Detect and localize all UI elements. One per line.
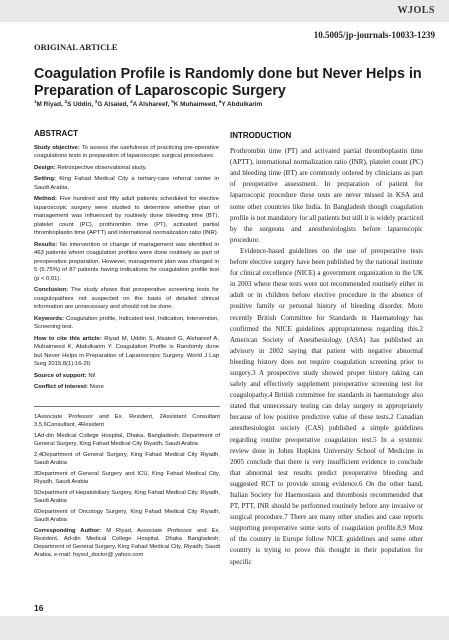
affiliation-5: 5Department of Hepatobiliary Surgery, King Fahad Medical City, Riyadh, Saudi Arabia bbox=[34, 490, 220, 504]
abstract-setting: Setting: King Fahad Medical City a tertiary-care referral center in Saudi Arabia. bbox=[34, 176, 219, 191]
affiliations bbox=[34, 406, 220, 562]
introduction-heading: INTRODUCTION bbox=[230, 131, 292, 140]
header-band bbox=[0, 0, 449, 22]
article-type: ORIGINAL ARTICLE bbox=[34, 42, 118, 52]
journal-name: WJOLS bbox=[397, 5, 435, 16]
abstract-method: Method: Five hundred and fifty adult patients scheduled for elective laparoscopic surgery were studied to determine whether plan of management was influenced by routinely done bleeding time (BT), platelet count (PC), prothrombin time (PT), activated partial thromboplastin time (APTT) and international normalization ratio (INR). bbox=[34, 196, 219, 236]
affiliation-2-4: 2,4Department of General Surgery, King Fahad Medical City Riyadh, Saudi Arabia bbox=[34, 452, 220, 466]
affiliation-3: 3Department of General Surgery and ICU, King Fahad Medical City, Riyadh, Saudi Arabia bbox=[34, 471, 220, 485]
intro-paragraph-2: Evidence-based guidelines on the use of preoperative tests before elective surgery have been published by the national institute for clinical excellence (NICE) a government organization in the UK in 2003 where these tests were not recommended routinely either in adult or in children before elective procedure in the absence of positive family or personal history of bleeding disorder. More recently British Committee for Standards in Haematology has confirmed the NICE guidelines appropriateness regarding this.2 American Society of Anesthesiology (ASA) has published an advisory in 2002 saying that patient with negative abnormal bleeding history does not require coagulation screening prior to surgery.3 A prospective study showed proper history taking can safely and effectively supplement preoperative screening test for coagulopathy.4 British committee for standards in haematology also stated that unnecessary testing can delay surgery in appropriately because of low positive predictive value of these tests.2 Canadian anesthesiologist society (CAS) published a simple guidelines regarding routine preoperative coagulation test.5 In a systemic review done in Johns Hopkins University School of Medicine in 2005 conclude that there is very insufficient evidence to conclude that abnormal test results predict preoperative bleeding and suggested RCT to provide strong evidence.6 On the other hand, Italian Society for Haemostasis and thrombosis recommended that PT, PTT, INR should be performed routinely before any invasive or surgical procedure.7 There are many other studies and case reports supporting preoperative some sorts of coagulation profile.8,9 Most of the country in Europe follow NICE guidelines and some other country is trying to prove this thought in their population for specific bbox=[230, 246, 423, 566]
abstract-conclusion: Conclusion: The study shows that preoperative screening tests for coagulopathies not suspected on the basis of detailed clinical information are unnecessary and should not be done. bbox=[34, 287, 219, 310]
abstract-heading: ABSTRACT bbox=[34, 129, 78, 138]
corresponding-author: Corresponding Author: M Riyad, Associate Professor and Ex. Resident, Ad-din Medical College Hospital, Dhaka Bangladesh; Department of General Surgery, King Fahad Medical City, Riyadh, Saudi Arabia, e-mail: foysol_doctor@ yahoo.com bbox=[34, 528, 220, 558]
how-to-cite: How to cite this article: Riyad M, Uddin S, Alsaied G, Alshareef A, Muhaimeed K, Abdulkarim Y. Coagulation Profile is Randomly done but Never Helps in Preparation of Laparoscopic Surgery. World J Lap Surg 2015;8(1):16-20. bbox=[34, 335, 219, 367]
conflict-of-interest: Conflict of interest: None bbox=[34, 384, 104, 390]
introduction-column bbox=[230, 130, 423, 568]
abstract-results: Results: No intervention or change of management was identified in 463 patients whom coagulation profiles were done routinely as part of preoperative preparation. However, management plan was changed in 5 (5.75%) of 87 patients having indications for coagulation profile test (p < 0.01). bbox=[34, 241, 219, 282]
abstract-keywords: Keywords: Coagulation profile, Indicated test, Indication, Intervention, Screening test. bbox=[34, 315, 219, 330]
abstract-column bbox=[34, 130, 219, 395]
author-list: $^1$M Riyad, $^2$S Uddin, $^3$G Alsaied, $^4$A Alshareef, $^5$K Muhaimeed, $^6$Y Abdulkarim bbox=[34, 98, 263, 108]
page-number: 16 bbox=[34, 603, 44, 613]
affiliation-roles: 1Associate Professor and Ex. Resident, 2Assistant Consultant 3,5,6Consultant, 4Resident bbox=[34, 414, 220, 428]
doi: 10.5005/jp-journals-10033-1239 bbox=[313, 30, 435, 40]
affiliation-1: 1Ad-din Medical College Hospital, Dhaka, Bangladesh; Department of General Surgery, King Fahad Medical City Riyadh, Saudi Arabia bbox=[34, 433, 220, 447]
source-of-support: Source of support: Nil bbox=[34, 372, 96, 379]
abstract-objective: Study objective: To assess the usefulness of practicing pre-operative coagulations tests in preparation of laparoscopic surgical procedures. bbox=[34, 144, 220, 159]
footer-band bbox=[0, 616, 449, 640]
intro-paragraph-1: Prothrombin time (PT) and activated partial thromboplastin time (APTT), international normalization ratio (INR), platelet count (PC) and bleeding time (BT) are commonly ordered by clinicians as part of preoperative assessment. In preparation of patient for laparoscopic procedure these tests are never missed in KSA and some other countries like India. In Bangladesh though coagulation profile is not mandatory for all patients but still it is widely practiced by the surgeons and anesthesiologists before laparoscopic procedure. bbox=[230, 147, 423, 244]
article-title: Coagulation Profile is Randomly done but Never Helps in Preparation of Laparoscopic Surgery bbox=[34, 66, 422, 99]
affiliation-6: 6Department of Oncology Surgery, King Fahad Medical City Riyadh, Saudi Arabia bbox=[34, 509, 220, 523]
abstract-design: Design: Retrospective observational study. bbox=[34, 164, 147, 171]
